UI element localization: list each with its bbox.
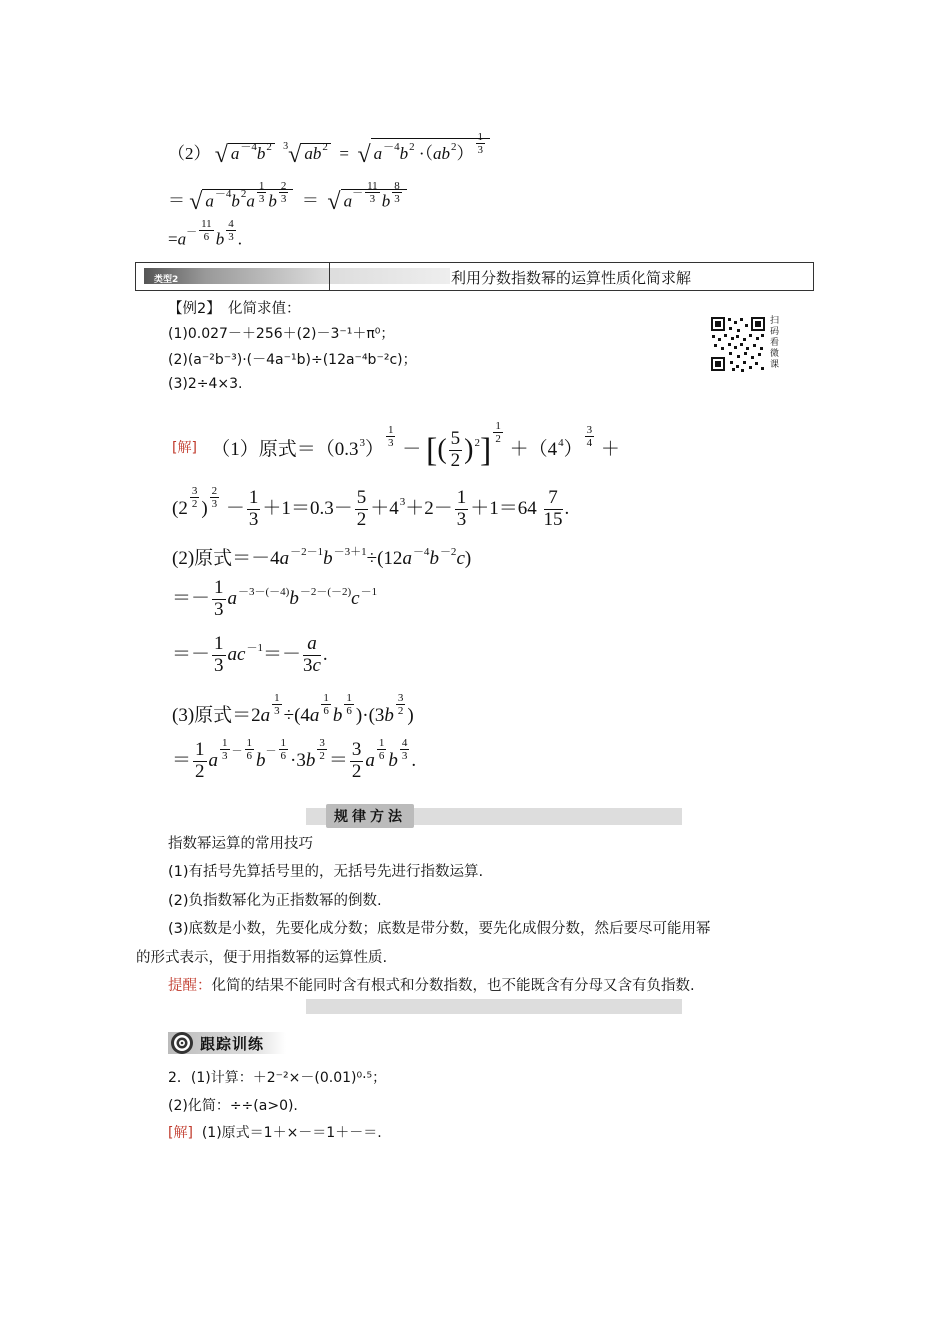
sol-line1: [解] （1）原式$=(0.3^3)$ $\frac{1}{3}$ － [( $\frac{5}{2}$ )$^2$] $\frac{1}{2}$ $+(4^4)$ $\frac{3}{4}$ ＋ <box>172 420 620 472</box>
part2-eq: = <box>339 144 349 163</box>
example-q1: (1)0.027－＋256＋(2)－3⁻¹＋π⁰； <box>168 326 395 342</box>
part2-line3: =a－ $\frac{11}{6}$ b $\frac{4}{3}$ . <box>168 218 242 249</box>
method-p2: (2)负指数幂化为正指数幂的倒数. <box>168 893 382 909</box>
qr-icon <box>710 316 766 372</box>
type-tag: 类型2 <box>144 268 450 284</box>
qr-caption: 扫码看微课 <box>770 316 780 370</box>
type-title: 利用分数指数幂的运算性质化简求解 <box>450 269 691 287</box>
sol-line3: (2)原式$=-4a^{-2-1}b^{-3+1}\div(12a^{-4}b^{-2}c)$ <box>172 546 472 569</box>
example-heading: 【例2】 化简求值： <box>168 301 301 317</box>
training-banner-label: 跟踪训练 <box>200 1035 265 1053</box>
note-text: 化简的结果不能同时含有根式和分数指数，也不能既含有分母又含有负指数. <box>211 978 695 994</box>
method-p1: (1)有括号先算括号里的，无括号先进行指数运算. <box>168 864 484 880</box>
sol-line7: ＝ $\frac{1}{2}$ a $\frac{1}{3}$ － $\frac{1}{6}$ b－ $\frac{1}{6}$ ·3b $\frac{3}{2}$ ＝ $\frac{3}{2}$ a $\frac{1}{6}$ b $\frac{4}{3}$ . <box>172 736 417 782</box>
part2-line2: ＝ √ $a^{-4}b^2a$ $\frac{1}{3}$ b $\frac{2}{3}$ ＝ √ a－ $\frac{11}{3}$ b $\frac{8}{3}$ <box>168 186 407 215</box>
method-p3a: (3)底数是小数，先要化成分数；底数是带分数，要先化成假分数，然后要尽可能用幂 <box>168 921 711 937</box>
training-banner <box>168 1032 286 1054</box>
training-answer: [解] (1)原式＝1＋×－＝1＋－＝. <box>168 1125 382 1141</box>
method-banner-label: 规律方法 <box>326 804 414 828</box>
sol-line6: (3)原式＝2a $\frac{1}{3}$ ÷(4a $\frac{1}{6}$ b $\frac{1}{6}$ )·(3b $\frac{3}{2}$ ) <box>172 692 414 726</box>
method-note <box>168 974 695 995</box>
method-title: 指数幂运算的常用技巧 <box>168 836 313 852</box>
qr-code[interactable] <box>710 316 766 372</box>
method-p3b: 的形式表示，便于用指数幂的运算性质. <box>136 950 388 966</box>
target-icon <box>170 1031 194 1055</box>
part2-line1: （2） √ $a^{-4}b^2$ $^3$√ $ab^2$ = √ $a^{-4}b^2 \cdot(ab^2)$ $\frac{1}{3}$ <box>168 138 490 168</box>
example-q2: (2)(a⁻²b⁻³)·(－4a⁻¹b)÷(12a⁻⁴b⁻²c)； <box>168 352 417 368</box>
method-banner <box>306 808 682 825</box>
sol-line2: (2 $\frac{3}{2}$ ) $\frac{2}{3}$ － $\frac{1}{3}$ ＋1＝0.3－ $\frac{5}{2}$ $+4^3+2-$ $\frac{1}{3}$ ＋1＝64 $\frac{7}{15}$ . <box>172 484 570 530</box>
training-q1: 2．(1)计算：＋2⁻²×－(0.01)⁰·⁵； <box>168 1070 387 1086</box>
type-box <box>135 262 814 291</box>
sol-line4: ＝－ $\frac{1}{3}$ $a^{-3-(-4)}b^{-2-(-2)}c^{-1}$ <box>172 577 378 620</box>
part2-label: （2） <box>168 144 211 163</box>
training-q2: (2)化简：÷÷(a>0). <box>168 1098 298 1114</box>
training-ans-tag: [解] <box>168 1125 193 1141</box>
method-end-bar <box>306 999 682 1014</box>
sol-tag: [解] <box>172 440 197 456</box>
sol-line5: ＝－ $\frac{1}{3}$ $ac^{-1}=-$ $\frac{a}{3c}$ . <box>172 633 328 676</box>
example-q3: (3)2÷4×3. <box>168 376 243 392</box>
note-label: 提醒： <box>168 978 212 994</box>
